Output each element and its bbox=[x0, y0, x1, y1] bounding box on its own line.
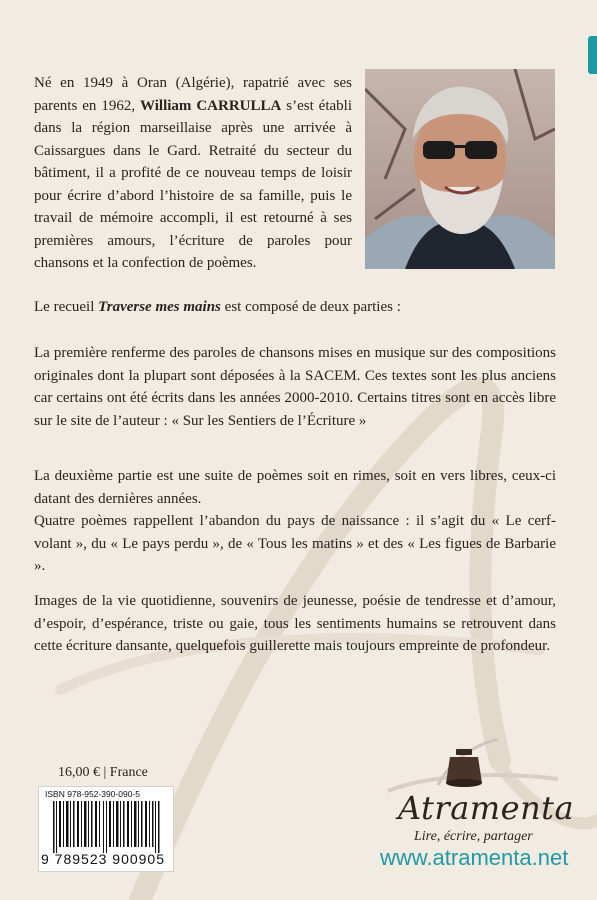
collection-suffix: est composé de deux parties : bbox=[224, 299, 401, 315]
price-label: 16,00 € | France bbox=[58, 765, 148, 780]
part-two-line-1: La deuxième partie est une suite de poèmes soit en rimes, soit en vers libres, ceux-ci datant des dernières années. bbox=[34, 468, 556, 507]
collection-intro bbox=[34, 296, 556, 319]
author-photo bbox=[365, 69, 555, 269]
inkwell-quill-icon bbox=[378, 735, 578, 795]
author-name: William CARRULLA bbox=[140, 97, 282, 114]
publisher-name: Atramenta bbox=[398, 789, 575, 827]
part-one-paragraph: La première renferme des paroles de chansons mises en musique sur des compositions originales dont la plupart sont déposées à la SACEM. Ces textes sont les plus anciens car certains ont été écrits dans les années 2000-2010. Certains titres sont en accès libre sur le site de l’auteur : « Sur les Sentiers de l’Écriture » bbox=[34, 345, 556, 429]
publisher-logo bbox=[378, 735, 578, 885]
barcode bbox=[38, 786, 174, 872]
publisher-tagline: Lire, écrire, partager bbox=[414, 829, 533, 844]
accent-tab bbox=[588, 36, 597, 74]
barcode-number: 9 789523 900905 bbox=[41, 851, 165, 867]
collection-title: Traverse mes mains bbox=[98, 299, 221, 315]
bio-text: s’est établi dans la région marseillaise après une arrivée à Caissargues dans le Gard. Retraité du secteur du bâtiment, il a profité de ce nouveau temps de loisir pour écrire d’abord l’histoire de sa famille, puis le travail de mémoire accompli, il est retourné à ses premières amours, l’écriture de paroles pour chansons et la confection de poèmes. bbox=[34, 97, 352, 271]
part-two-paragraph bbox=[34, 465, 556, 578]
closing-paragraph: Images de la vie quotidienne, souvenirs de jeunesse, poésie de tendresse et d’amour, d’espoir, d’espérance, triste ou gaie, tous les sentiments humains se retrouvent dans cette écriture dansante, quelquefois guillerette mais toujours empreinte de profondeur. bbox=[34, 593, 556, 654]
isbn-label: ISBN 978-952-390-090-5 bbox=[45, 789, 140, 799]
publisher-website[interactable]: www.atramenta.net bbox=[380, 845, 569, 870]
part-two-line-2: Quatre poèmes rappellent l’abandon du pays de naissance : il s’agit du « Le cerf-volant », du « Le pays perdu », de « Tous les matins » et des « Les figues de Barbarie ». bbox=[34, 513, 556, 574]
collection-prefix: Le recueil bbox=[34, 299, 95, 315]
author-bio bbox=[34, 72, 352, 275]
bio-intro: Né en 1949 à Oran (Algérie), rapatrié avec ses parents en 1962, bbox=[34, 75, 352, 114]
